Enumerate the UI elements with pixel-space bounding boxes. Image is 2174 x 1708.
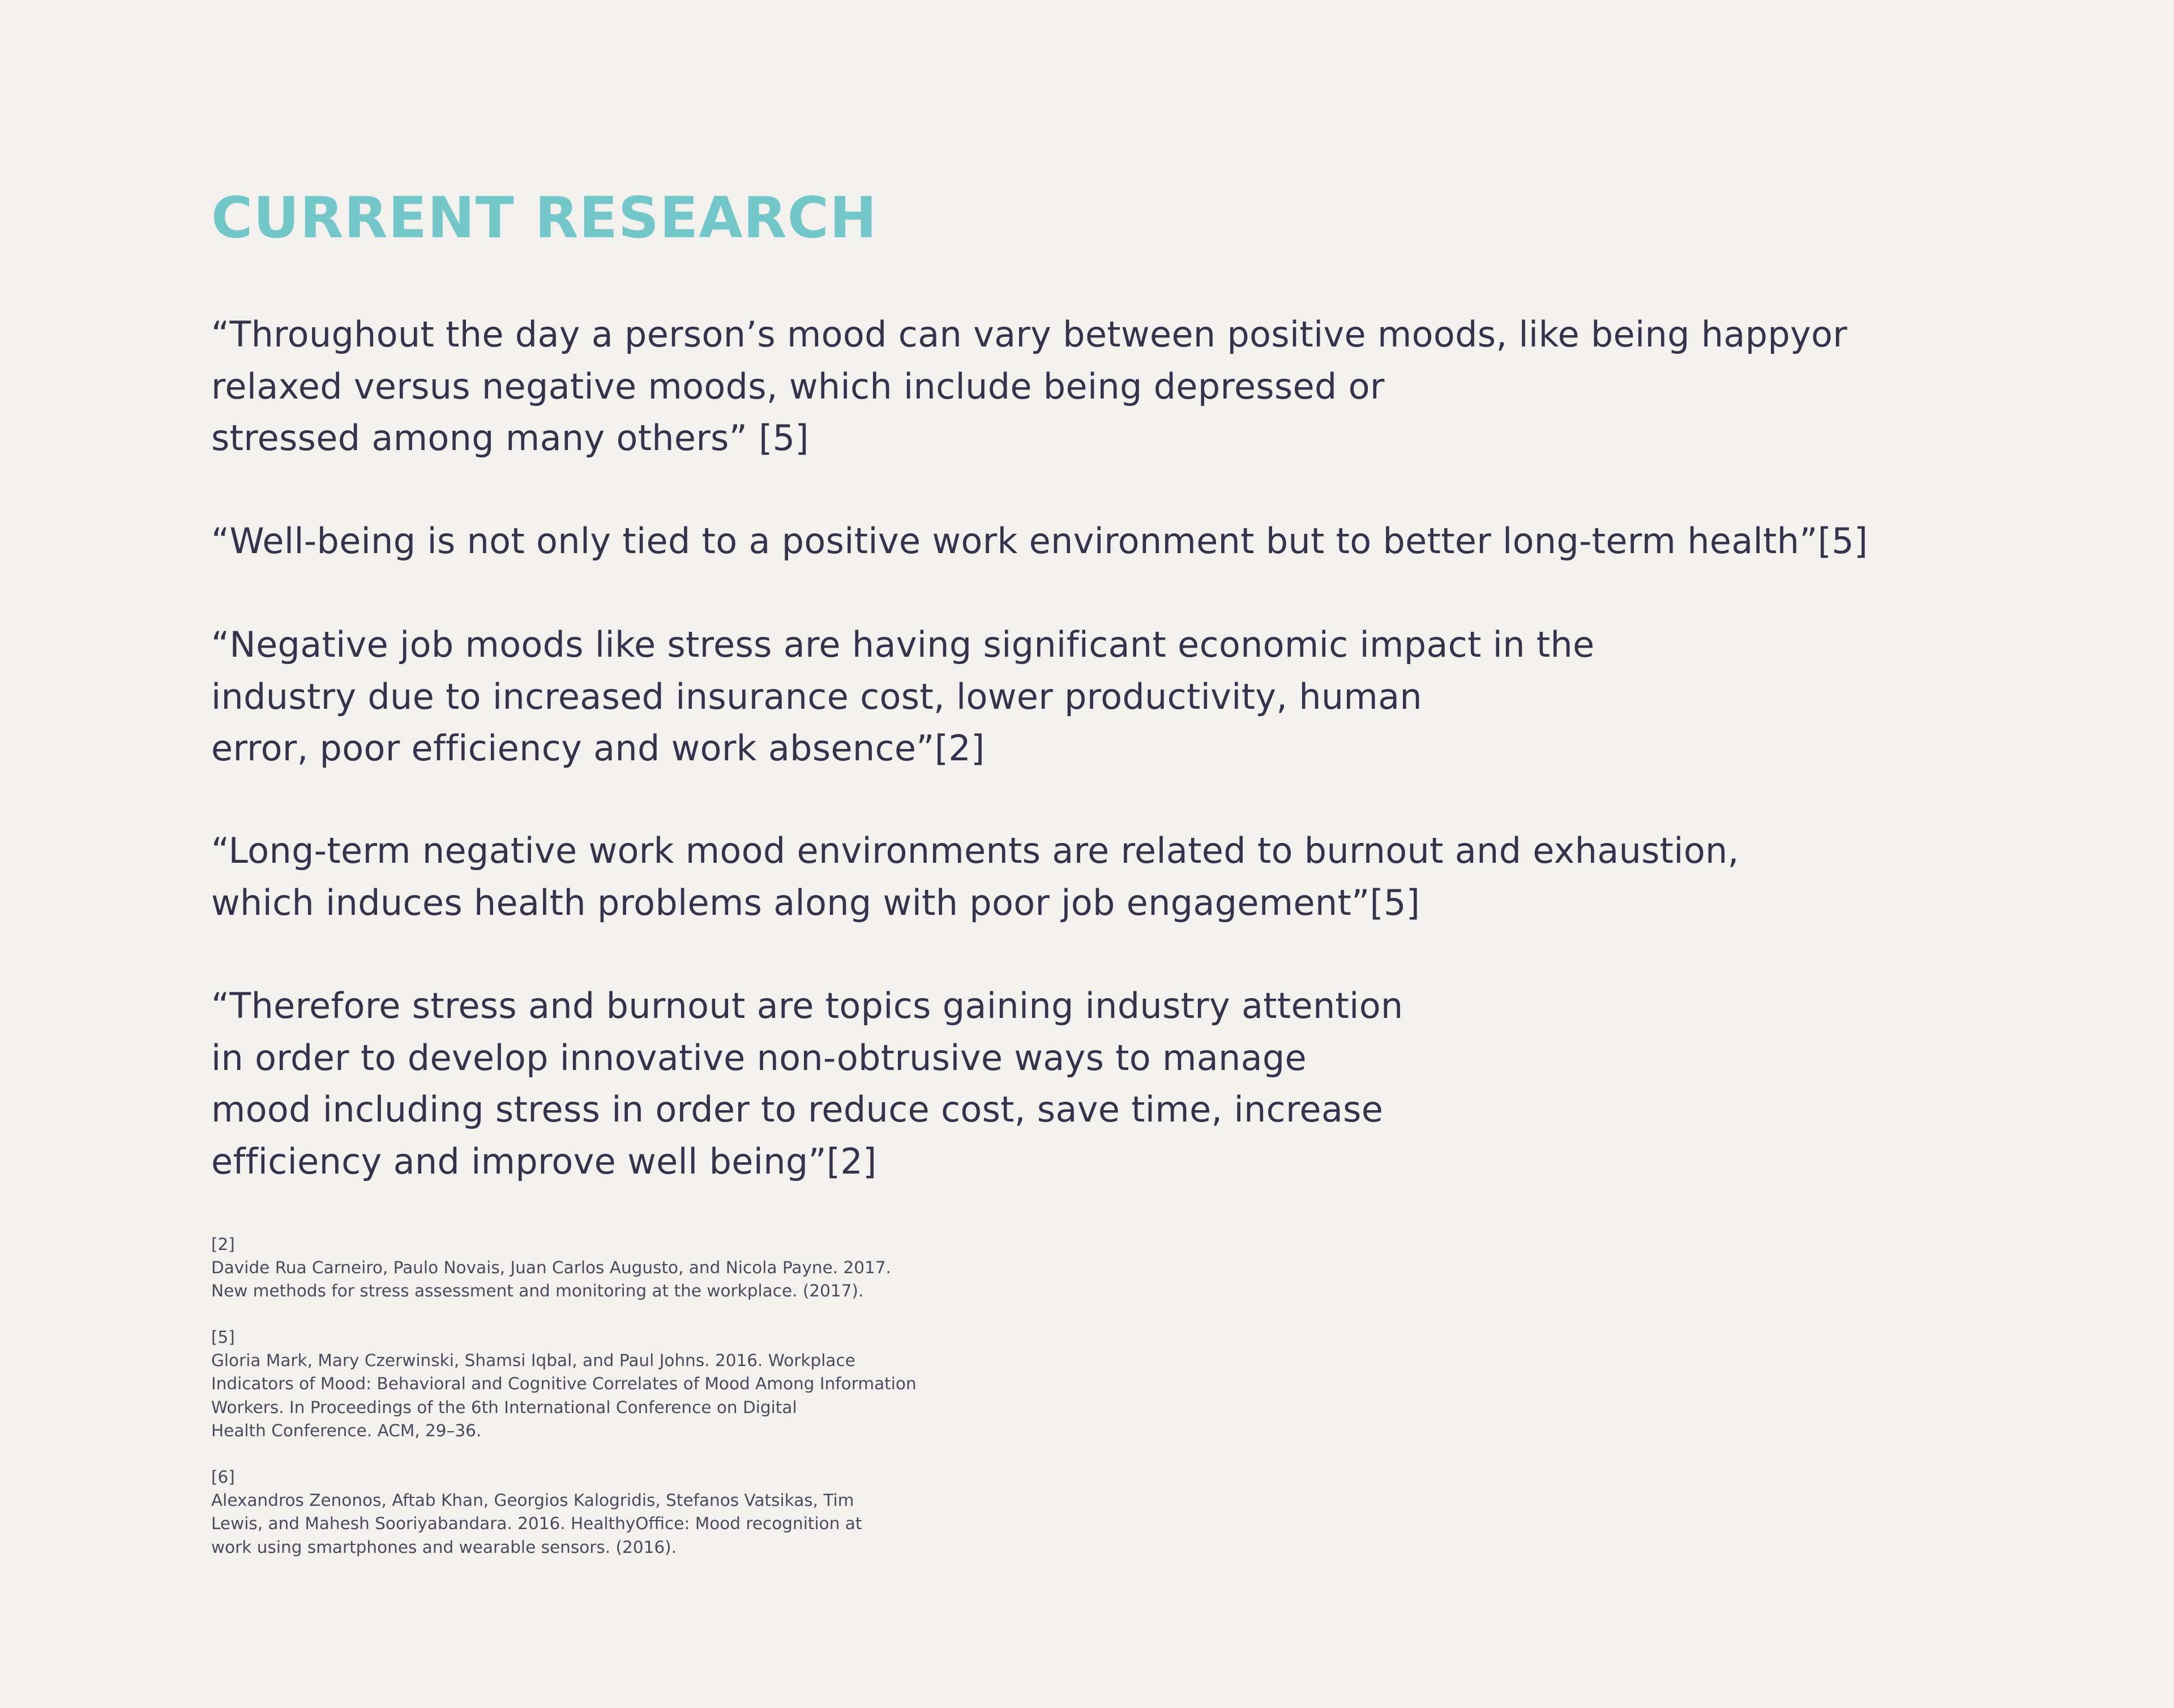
reference-line: Indicators of Mood: Behavioral and Cognitive Correlates of Mood Among Information (211, 1374, 917, 1394)
reference-line: Gloria Mark, Mary Czerwinski, Shamsi Iqbal, and Paul Johns. 2016. Workplace (211, 1351, 855, 1371)
reference-line: Davide Rua Carneiro, Paulo Novais, Juan Carlos Augusto, and Nicola Payne. 2017. (211, 1258, 891, 1278)
quote-line: “Negative job moods like stress are having significant economic impact in the (211, 624, 1595, 665)
quote-line: which induces health problems along with poor job engagement”[5] (211, 881, 1420, 923)
reference-line: Lewis, and Mahesh Sooriyabandara. 2016. HealthyOffice: Mood recognition at (211, 1514, 862, 1534)
reference-line: New methods for stress assessment and monitoring at the workplace. (2017). (211, 1281, 864, 1301)
reference-line: Alexandros Zenonos, Aftab Khan, Georgios Kalogridis, Stefanos Vatsikas, Tim (211, 1491, 854, 1510)
quote-burnout (211, 825, 1739, 928)
quote-line: industry due to increased insurance cost, lower productivity, human (211, 675, 1422, 717)
quote-industry-attention (211, 980, 1403, 1187)
quote-well-being (211, 515, 1868, 567)
quote-line: “Well-being is not only tied to a positive work environment but to better long-term health”[5] (211, 520, 1868, 562)
quote-line: stressed among many others” [5] (211, 417, 809, 459)
quote-line: error, poor efficiency and work absence”[2] (211, 727, 985, 769)
quote-line: “Long-term negative work mood environments are related to burnout and exhaustion, (211, 830, 1739, 871)
quote-line: efficiency and improve well being”[2] (211, 1140, 877, 1182)
quote-mood-variation (211, 309, 1847, 464)
reference-line: Health Conference. ACM, 29–36. (211, 1420, 482, 1440)
reference-label: [5] (211, 1328, 235, 1347)
quote-line: “Therefore stress and burnout are topics gaining industry attention (211, 985, 1403, 1026)
reference-5 (211, 1326, 917, 1442)
quote-line: mood including stress in order to reduce cost, save time, increase (211, 1089, 1384, 1130)
reference-label: [2] (211, 1235, 235, 1254)
reference-6 (211, 1466, 862, 1559)
reference-label: [6] (211, 1467, 235, 1487)
reference-line: Workers. In Proceedings of the 6th International Conference on Digital (211, 1397, 797, 1417)
quote-line: “Throughout the day a person’s mood can vary between positive moods, like being happyor (211, 314, 1847, 355)
page-title: CURRENT RESEARCH (211, 185, 878, 251)
quote-economic-impact (211, 619, 1594, 774)
quote-line: in order to develop innovative non-obtrusive ways to manage (211, 1037, 1307, 1078)
reference-line: work using smartphones and wearable sensors. (2016). (211, 1537, 677, 1557)
quote-line: relaxed versus negative moods, which include being depressed or (211, 365, 1385, 407)
reference-2 (211, 1233, 891, 1303)
